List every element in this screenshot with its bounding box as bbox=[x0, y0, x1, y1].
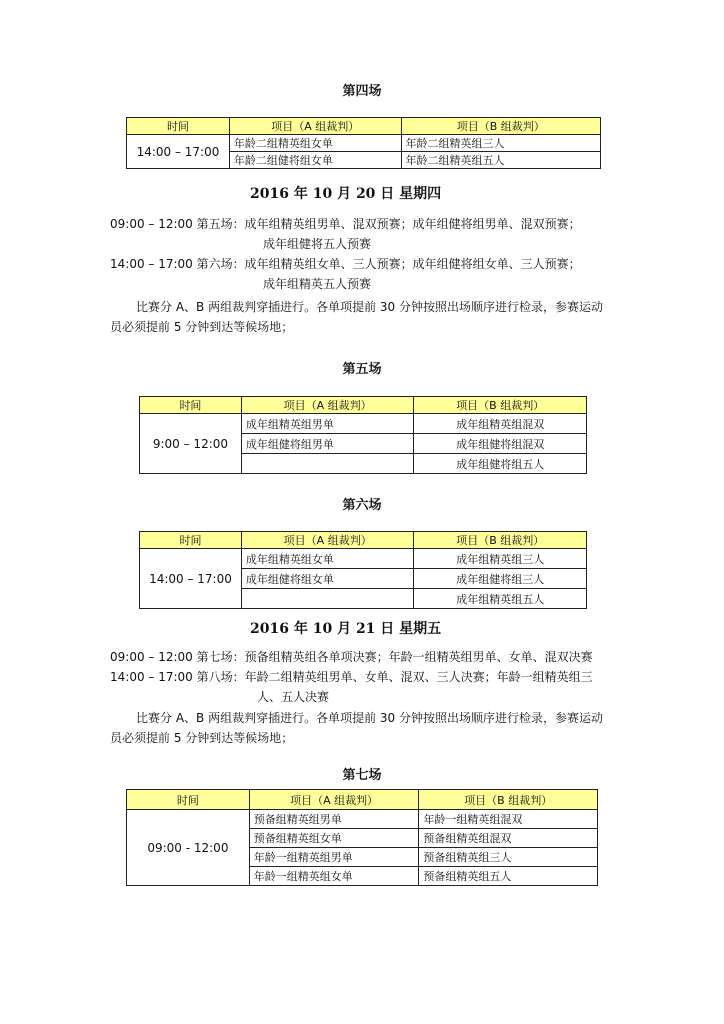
header-group-b: 项目（B 组裁判） bbox=[419, 790, 598, 810]
table-row bbox=[140, 549, 587, 569]
table-header-row bbox=[127, 118, 601, 135]
group-b-cell: 成年组精英组三人 bbox=[414, 549, 587, 569]
header-time: 时间 bbox=[127, 118, 230, 135]
group-b-cell: 成年组健将组五人 bbox=[414, 454, 587, 474]
group-a-cell: 成年组健将组男单 bbox=[241, 434, 414, 454]
group-a-cell bbox=[241, 454, 414, 474]
group-b-cell: 预备组精英组五人 bbox=[419, 867, 598, 886]
group-a-cell: 成年组健将组女单 bbox=[241, 569, 414, 589]
table-row bbox=[140, 414, 587, 434]
table-header-row bbox=[140, 532, 587, 549]
header-group-b: 项目（B 组裁判） bbox=[414, 532, 587, 549]
time-cell: 09:00 - 12:00 bbox=[127, 810, 250, 886]
header-time: 时间 bbox=[140, 397, 242, 414]
header-group-a: 项目（A 组裁判） bbox=[241, 397, 414, 414]
group-b-cell: 预备组精英组三人 bbox=[419, 848, 598, 867]
schedule-table-5 bbox=[139, 396, 587, 474]
group-a-cell: 预备组精英组男单 bbox=[249, 810, 419, 829]
group-b-cell: 成年组精英组混双 bbox=[414, 414, 587, 434]
section-title-4: 第四场 bbox=[342, 84, 382, 99]
schedule-table-4 bbox=[126, 117, 601, 169]
group-a-cell: 年龄一组精英组男单 bbox=[249, 848, 419, 867]
section-title-5: 第五场 bbox=[342, 362, 382, 377]
group-b-cell: 成年组健将组三人 bbox=[414, 569, 587, 589]
table-row bbox=[127, 135, 601, 152]
group-a-cell: 预备组精英组女单 bbox=[249, 829, 419, 848]
note-text: 比赛分 A、B 两组裁判穿插进行。各单项提前 30 分钟按照出场顺序进行检录，参赛运动 bbox=[136, 711, 603, 725]
date-heading-20: 2016 年 10 月 20 日 星期四 bbox=[250, 186, 442, 202]
schedule-line: 成年组健将五人预赛 bbox=[263, 237, 372, 251]
note-text: 比赛分 A、B 两组裁判穿插进行。各单项提前 30 分钟按照出场顺序进行检录，参赛运动 bbox=[136, 300, 603, 314]
header-time: 时间 bbox=[140, 532, 242, 549]
time-cell: 9:00 – 12:00 bbox=[140, 414, 242, 474]
group-a-cell: 成年组精英组男单 bbox=[241, 414, 414, 434]
schedule-line: 09:00 – 12:00 第七场：预备组精英组各单项决赛；年龄一组精英组男单、女单、混双决赛 bbox=[110, 650, 593, 664]
header-group-a: 项目（A 组裁判） bbox=[229, 118, 401, 135]
header-group-b: 项目（B 组裁判） bbox=[401, 118, 600, 135]
schedule-table-7 bbox=[126, 789, 598, 886]
time-cell: 14:00 – 17:00 bbox=[127, 135, 230, 169]
group-b-cell: 成年组精英组五人 bbox=[414, 589, 587, 609]
schedule-line: 14:00 – 17:00 第六场：成年组精英组女单、三人预赛；成年组健将组女单、三人预赛； bbox=[110, 257, 581, 271]
group-b-cell: 成年组健将组混双 bbox=[414, 434, 587, 454]
header-time: 时间 bbox=[127, 790, 250, 810]
schedule-line: 09:00 – 12:00 第五场：成年组精英组男单、混双预赛；成年组健将组男单、混双预赛； bbox=[110, 217, 581, 231]
header-group-a: 项目（A 组裁判） bbox=[249, 790, 419, 810]
group-b-cell: 预备组精英组混双 bbox=[419, 829, 598, 848]
schedule-table-6 bbox=[139, 531, 587, 609]
table-header-row bbox=[140, 397, 587, 414]
group-a-cell bbox=[241, 589, 414, 609]
header-group-a: 项目（A 组裁判） bbox=[241, 532, 414, 549]
group-b-cell: 年龄一组精英组混双 bbox=[419, 810, 598, 829]
header-group-b: 项目（B 组裁判） bbox=[414, 397, 587, 414]
group-b-cell: 年龄二组精英组五人 bbox=[401, 152, 600, 169]
table-header-row bbox=[127, 790, 598, 810]
note-text: 员必须提前 5 分钟到达等候场地； bbox=[110, 731, 294, 745]
table-row bbox=[127, 810, 598, 829]
schedule-line: 成年组精英五人预赛 bbox=[263, 277, 372, 291]
group-a-cell: 年龄一组精英组女单 bbox=[249, 867, 419, 886]
date-heading-21: 2016 年 10 月 21 日 星期五 bbox=[250, 621, 442, 637]
section-title-6: 第六场 bbox=[342, 498, 382, 513]
section-title-7: 第七场 bbox=[342, 768, 382, 783]
group-b-cell: 年龄二组精英组三人 bbox=[401, 135, 600, 152]
time-cell: 14:00 – 17:00 bbox=[140, 549, 242, 609]
group-a-cell: 年龄二组健将组女单 bbox=[229, 152, 401, 169]
note-text: 员必须提前 5 分钟到达等候场地； bbox=[110, 320, 294, 334]
group-a-cell: 成年组精英组女单 bbox=[241, 549, 414, 569]
schedule-line: 14:00 – 17:00 第八场：年龄二组精英组男单、女单、混双、三人决赛；年龄一组精英组三 bbox=[110, 670, 593, 684]
schedule-line: 人、五人决赛 bbox=[257, 690, 330, 704]
group-a-cell: 年龄二组精英组女单 bbox=[229, 135, 401, 152]
